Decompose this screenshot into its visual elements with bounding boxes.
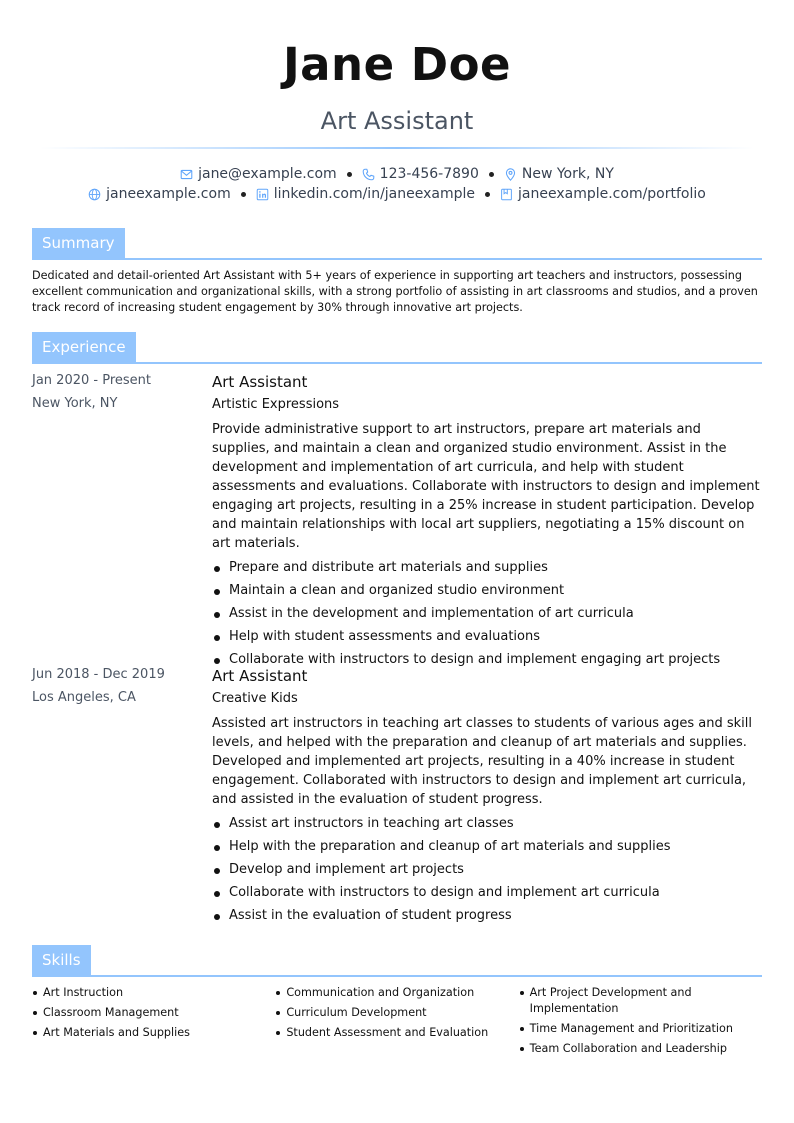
job-title: Art Assistant — [212, 667, 308, 685]
contact-portfolio[interactable] — [500, 186, 706, 202]
job-bullet: Help with student assessments and evaluations — [212, 625, 762, 648]
contact-row-secondary — [0, 186, 794, 202]
contact-separator — [485, 192, 490, 197]
job-location: New York, NY — [32, 396, 118, 411]
skill-item: Student Assessment and Evaluation — [275, 1025, 518, 1041]
experience-heading: Experience — [32, 332, 136, 362]
job-description: Assisted art instructors in teaching art classes to students of various ages and skill levels, and helped with the preparation and cleanup of art materials and supplies. Developed and implemented art projects, resulting in a 40% increase in student engagement. Collaborated with instructors to design and implement art curricula, and assisted in the evaluation of student progress. — [212, 716, 752, 807]
skills-section-header — [32, 945, 762, 977]
contact-website[interactable] — [88, 186, 231, 202]
skill-item: Classroom Management — [32, 1005, 275, 1021]
candidate-name: Jane Doe — [282, 38, 512, 91]
linkedin-icon — [256, 188, 269, 201]
candidate-role: Art Assistant — [320, 107, 474, 135]
skill-item: Art Instruction — [32, 985, 275, 1001]
job-meta — [32, 373, 202, 419]
contact-separator — [241, 192, 246, 197]
job-dates: Jun 2018 - Dec 2019 — [32, 667, 165, 682]
skills-column — [519, 985, 762, 1061]
bookmark-icon — [500, 188, 513, 201]
skills-column — [275, 985, 518, 1061]
skill-item: Curriculum Development — [275, 1005, 518, 1021]
contact-linkedin[interactable] — [256, 186, 475, 202]
skill-item: Communication and Organization — [275, 985, 518, 1001]
skills-column — [32, 985, 275, 1061]
contact-separator — [489, 172, 494, 177]
job-bullet: Prepare and distribute art materials and supplies — [212, 556, 762, 579]
job-bullet: Collaborate with instructors to design and implement art curricula — [212, 881, 762, 904]
envelope-icon — [180, 168, 193, 181]
job-bullet: Assist in the development and implementation of art curricula — [212, 602, 762, 625]
job-company: Artistic Expressions — [212, 397, 340, 412]
skill-item: Art Project Development and Implementation — [519, 985, 762, 1017]
job-bullet: Assist in the evaluation of student progress — [212, 904, 762, 927]
contact-location-text: New York, NY — [521, 166, 614, 182]
job-meta — [32, 667, 202, 713]
contact-linkedin-text: linkedin.com/in/janeexample — [273, 186, 476, 202]
job-bullet: Assist art instructors in teaching art classes — [212, 812, 762, 835]
globe-icon — [88, 188, 101, 201]
contact-email[interactable] — [180, 166, 337, 182]
contact-portfolio-text: janeexample.com/portfolio — [518, 186, 706, 202]
summary-text: Dedicated and detail-oriented Art Assistant with 5+ years of experience in supporting art teachers and instructors, possessing excellent communication and organizational skills, with a strong portfolio of assisting in art classrooms and studios, and a proven track record of increasing student engagement by 30% through innovative art projects. — [32, 269, 758, 314]
job-details — [212, 373, 762, 671]
job-dates: Jan 2020 - Present — [32, 373, 151, 388]
job-bullets — [212, 812, 762, 927]
skills-heading: Skills — [32, 945, 91, 975]
job-description: Provide administrative support to art instructors, prepare art materials and supplies, and maintain a clean and organized studio environment. Assist in the development and implementation of art curricula, and help with student assessments and evaluations. Collaborate with instructors to design and implement engaging art projects, resulting in a 25% increase in student participation. Develop and maintain relationships with local art suppliers, negotiating a 15% discount on art materials. — [212, 422, 760, 551]
skill-item: Art Materials and Supplies — [32, 1025, 275, 1041]
contact-location — [504, 166, 614, 182]
job-location: Los Angeles, CA — [32, 690, 136, 705]
job-bullet: Maintain a clean and organized studio environment — [212, 579, 762, 602]
job-company: Creative Kids — [212, 691, 298, 706]
contact-row-primary — [0, 166, 794, 182]
phone-icon — [362, 168, 375, 181]
contact-phone-text: 123-456-7890 — [379, 166, 479, 182]
skill-item: Team Collaboration and Leadership — [519, 1041, 762, 1057]
job-title: Art Assistant — [212, 373, 308, 391]
job-bullets — [212, 556, 762, 671]
contact-email-text: jane@example.com — [198, 166, 337, 182]
contact-phone[interactable] — [362, 166, 479, 182]
job-details — [212, 667, 762, 927]
skills-grid — [32, 985, 762, 1061]
map-pin-icon — [504, 168, 517, 181]
skill-item: Time Management and Prioritization — [519, 1021, 762, 1037]
job-bullet: Collaborate with instructors to design and implement engaging art projects — [212, 648, 762, 671]
summary-section-header — [32, 228, 762, 260]
contact-separator — [347, 172, 352, 177]
experience-section-header — [32, 332, 762, 364]
summary-heading: Summary — [32, 228, 125, 258]
job-bullet: Help with the preparation and cleanup of art materials and supplies — [212, 835, 762, 858]
job-bullet: Develop and implement art projects — [212, 858, 762, 881]
contact-website-text: janeexample.com — [106, 186, 231, 202]
header-divider — [40, 147, 754, 149]
